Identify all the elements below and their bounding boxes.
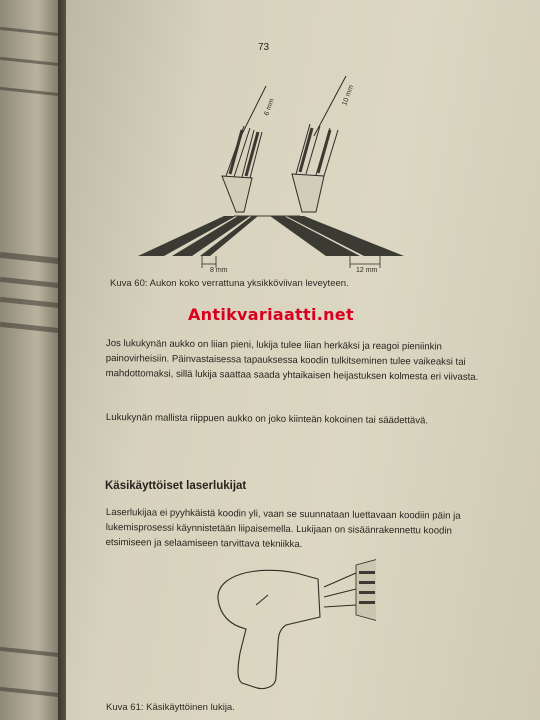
barcode-bars — [138, 216, 404, 256]
line-width-dimensions — [202, 256, 380, 268]
figure-61-caption: Kuva 61: Käsikäyttöinen lukija. — [106, 702, 235, 713]
reader-body — [218, 570, 320, 688]
paragraph-laser-readers: Laserlukijaa ei pyyhkäistä koodin yli, vaan se suunnataan luettavaan koodiin päin ja lukemisprosessi käynnistetään liipaisemella. Lukijaan on sisäänrakennettu koodin etsimiseen ja selaamiseen tarvittava tekniikka. — [105, 506, 461, 551]
large-aperture-pen — [292, 76, 346, 212]
aperture-large-label: 10 mm — [341, 84, 356, 107]
aperture-small-label: 6 mm — [263, 97, 276, 117]
book-page — [66, 0, 540, 720]
watermark-text: Antikvariaatti.net — [188, 305, 354, 324]
figure-60-aperture-diagram — [124, 66, 434, 276]
page-number: 73 — [258, 42, 270, 53]
figure-61-handheld-reader — [206, 555, 376, 695]
scanned-barcode — [356, 559, 376, 621]
paragraph-aperture: Jos lukukynän aukko on liian pieni, lukija tulee liian herkäksi ja reagoi pieniinkin painovirheisiin. Päinvastaisessa tapauksessa koodin tulkitseminen tulee vaikeaksi tai mahdottomaksi, sillä lukija saattaa saada yhtaikaisen heijastuksen kolmesta eri viivasta. — [105, 337, 479, 383]
paragraph-aperture-type: Lukukynän mallista riippuen aukko on joko kiinteän kokoinen tai säädettävä. — [105, 411, 429, 427]
section-heading: Käsikäyttöiset laserlukijat — [105, 480, 247, 492]
line-small-label: 8 mm — [210, 267, 228, 274]
facing-page-edge — [0, 0, 62, 720]
small-aperture-pen — [222, 86, 266, 212]
line-large-label: 12 mm — [356, 267, 378, 274]
figure-60-caption: Kuva 60: Aukon koko verrattuna yksikköviivan leveyteen. — [110, 278, 349, 289]
